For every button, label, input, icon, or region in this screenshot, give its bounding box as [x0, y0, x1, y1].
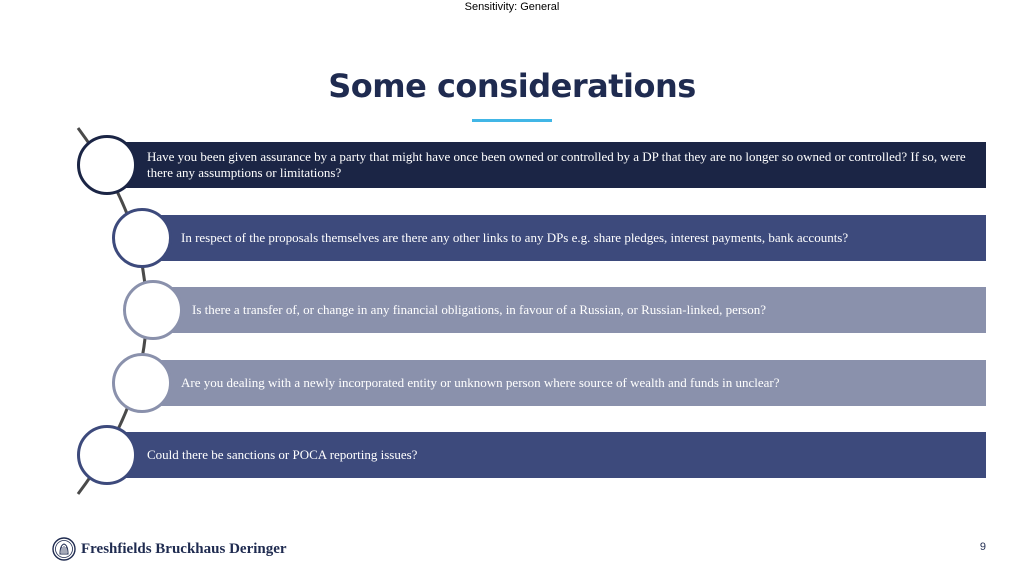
brand-name: Freshfields Bruckhaus Deringer: [81, 540, 287, 557]
consideration-text-5: Could there be sanctions or POCA reporting issues?: [147, 447, 418, 462]
timeline-node-4: [112, 353, 172, 413]
firm-seal-icon: [52, 537, 76, 561]
consideration-item-5: [106, 432, 986, 478]
brand-logo: [52, 537, 287, 561]
sensitivity-label: Sensitivity: General: [464, 1, 560, 13]
timeline-node-3: [123, 280, 183, 340]
consideration-item-1: [106, 142, 986, 188]
timeline-node-1: [77, 135, 137, 195]
timeline-node-5: [77, 425, 137, 485]
consideration-text-4: Are you dealing with a newly incorporated entity or unknown person where source of wealth and funds in unclear?: [181, 375, 780, 390]
page-number: 9: [979, 541, 986, 553]
timeline-node-2: [112, 208, 172, 268]
consideration-text-2: In respect of the proposals themselves are there any other links to any DPs e.g. share pledges, interest payments, bank accounts?: [181, 230, 849, 245]
slide-title: Some considerations: [328, 67, 696, 105]
consideration-item-3: [152, 287, 986, 333]
consideration-text-1: Have you been given assurance by a party that might have once been owned or controlled by a DP that they are no longer so owned or controlled? If so, were there any assumptions or limitations?: [147, 149, 966, 180]
consideration-item-4: [140, 360, 986, 406]
consideration-item-2: [140, 215, 986, 261]
consideration-text-3: Is there a transfer of, or change in any financial obligations, in favour of a Russian, or Russian-linked, person?: [192, 302, 766, 317]
title-underline: [472, 119, 552, 122]
